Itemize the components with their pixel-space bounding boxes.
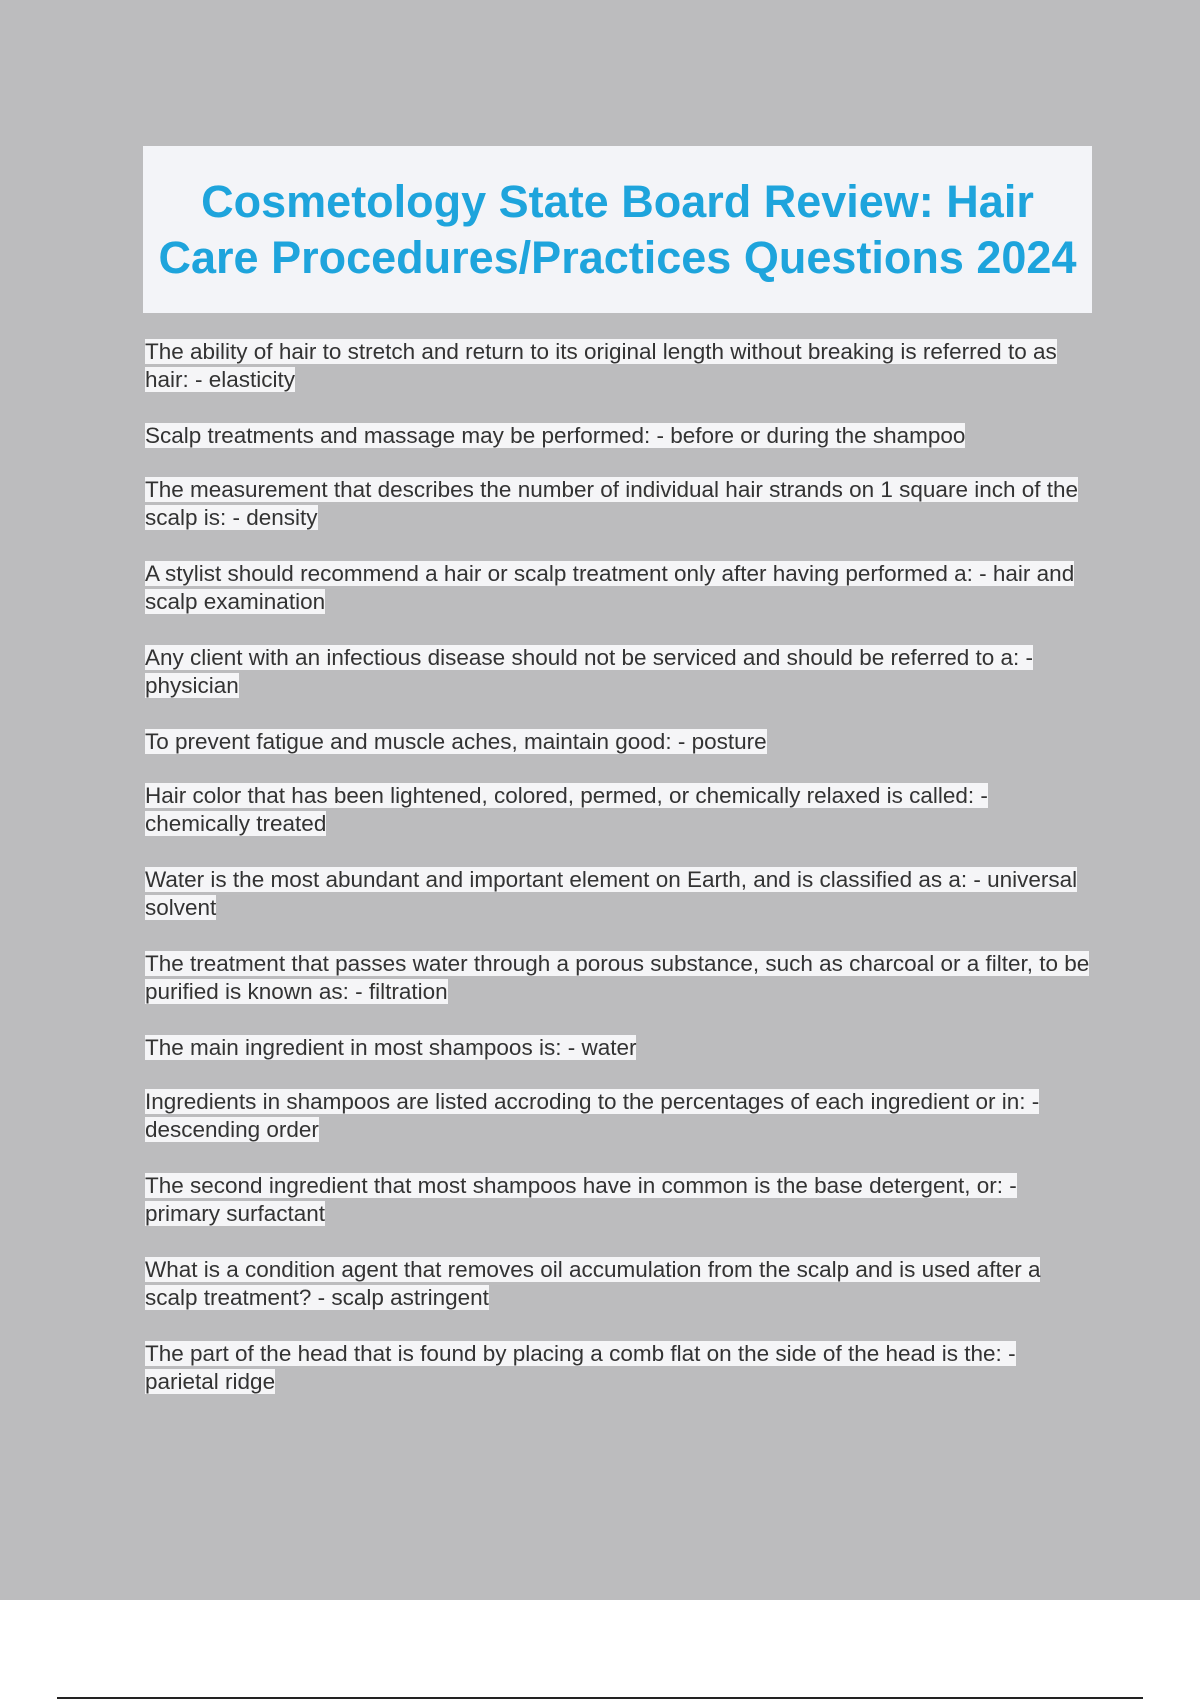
document-title: Cosmetology State Board Review: Hair Care Procedures/Practices Questions 2024 [158, 175, 1077, 283]
question-item [145, 1172, 1090, 1228]
question-text: The treatment that passes water through a porous substance, such as charcoal or a filter, to be purified is known as: - filtration [145, 951, 1090, 1004]
footer-divider [57, 1697, 1143, 1699]
question-text: Water is the most abundant and important element on Earth, and is classified as a: - universal solvent [145, 867, 1078, 920]
question-text: The second ingredient that most shampoos have in common is the base detergent, or: - primary surfactant [145, 1173, 1017, 1226]
question-item [145, 560, 1090, 616]
title-box [143, 146, 1092, 313]
question-item [145, 644, 1090, 700]
page-footer [0, 1600, 1200, 1700]
question-item [145, 338, 1090, 394]
question-item [145, 950, 1090, 1006]
question-item [145, 782, 1090, 838]
question-item [145, 1034, 1090, 1062]
question-item [145, 866, 1090, 922]
question-text: The main ingredient in most shampoos is: - water [145, 1035, 637, 1060]
question-text: Any client with an infectious disease should not be serviced and should be referred to a: - physician [145, 645, 1034, 698]
question-text: The measurement that describes the number of individual hair strands on 1 square inch of the scalp is: - density [145, 477, 1079, 530]
question-item [145, 1256, 1090, 1312]
question-text: The part of the head that is found by placing a comb flat on the side of the head is the: - parietal ridge [145, 1341, 1016, 1394]
question-list [145, 338, 1090, 1424]
question-item [145, 476, 1090, 532]
question-item [145, 422, 1090, 450]
question-text: A stylist should recommend a hair or scalp treatment only after having performed a: - hair and scalp examination [145, 561, 1075, 614]
question-text: To prevent fatigue and muscle aches, maintain good: - posture [145, 729, 767, 754]
question-text: The ability of hair to stretch and return to its original length without breaking is referred to as hair: - elasticity [145, 339, 1057, 392]
question-text: What is a condition agent that removes oil accumulation from the scalp and is used after a scalp treatment? - scalp astringent [145, 1257, 1041, 1310]
question-text: Hair color that has been lightened, colored, permed, or chemically relaxed is called: - chemically treated [145, 783, 988, 836]
question-item [145, 1088, 1090, 1144]
question-item [145, 1340, 1090, 1396]
question-item [145, 728, 1090, 756]
question-text: Ingredients in shampoos are listed accroding to the percentages of each ingredient or in: - descending order [145, 1089, 1040, 1142]
question-text: Scalp treatments and massage may be performed: - before or during the shampoo [145, 423, 966, 448]
